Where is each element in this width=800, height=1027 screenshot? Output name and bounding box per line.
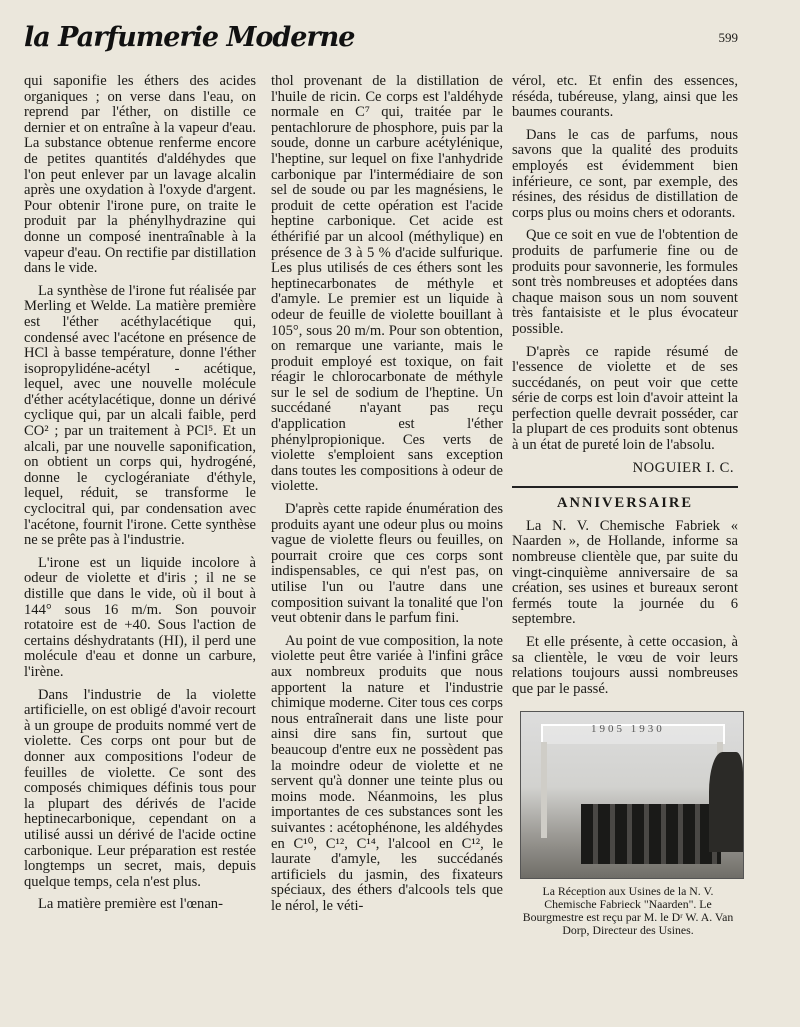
column-1 (24, 74, 256, 920)
paragraph: Dans le cas de parfums, nous savons que la qualité des produits employés est évidemment bien inférieure, ce sont, par exemple, des résines, des résidus de distillation de corps plus ou moins chers et odorants. (512, 126, 738, 221)
paragraph: thol provenant de la distillation de l'huile de ricin. Ce corps est l'aldéhyde normale en C⁷ qui, traitée par le pentachlorure de phosphore, puis par la soude, donne un carbure acétylénique, l'heptine, sur lequel on fixe l'anhydride carbonique par l'intermédiaire de son sel de soude ou par les magnésiens, le produit de cette opération est l'acide heptine carbonique. Cet acide est éthérifié par un alcool (méthylique) en présence de 3 à 5 % d'acide sulfurique. Les plus utilisés de ces éthers sont les heptinecarbonates de méthyle et d'amyle. Le premier est un liquide à odeur de feuille de violette bouillant à 105°, sous 20 m/m. Pour son obtention, on remarque une variante, mais le produit employé est toxique, on fait réagir le chlorocarbonate de méthyle sur le sel de sodium de l'heptine. Un succédané n'ayant pas reçu d'application est l'éther phénylpropionique. Ces verts de violette s'emploient sans exception dans toutes les compositions à odeur de violette. (271, 73, 503, 495)
paragraph: D'après cette rapide énumération des produits ayant une odeur plus ou moins vague de violette fleurs ou feuilles, on pourrait croire que ces corps sont indispensables, ce qui n'est pas, on utilise l'un ou l'autre dans une composition suivant la tonalité que l'on veut obtenir dans le parfum fini. (271, 501, 503, 627)
paragraph: Au point de vue composition, la note violette peut être variée à l'infini grâce aux nombreux produits que nous apportent la nature et l'industrie chimique moderne. Citer tous ces corps nous entraînerait dans une liste pour ainsi dire sans fin, surtout que beaucoup d'entre eux ne possèdent pas la moindre odeur de violette et ne servent qu'à donner une teinte plus ou moins mode. Néanmoins, les plus importantes de ces substances sont les suivantes : acétophénone, les aldéhydes en C¹⁰, C¹², C¹⁴, l'alcool en C¹², le laurate d'amyle, les succédanés artificiels du jasmin, des fixateurs spéciaux, des éthers d'alcools tels que le nérol, le véti- (271, 632, 503, 914)
photo-group-of-people (581, 804, 721, 864)
photo-arch-dates: 1905 1930 (591, 723, 665, 736)
paragraph: D'après ce rapide résumé de l'essence de violette et de ses succédanés, on peut voir que cette série de corps est loin d'avoir atteint la perfection quelle devrait posséder, car la plupart de ces produits sont obtenus à un état de pureté loin de l'absolu. (512, 343, 738, 454)
masthead: la Parfumerie Moderne (24, 22, 355, 53)
paragraph: Que ce soit en vue de l'obtention de produits de parfumerie fine ou de produits pour savonnerie, les formules sont très nombreuses et adoptées dans chaque maison sous un nom souvent très fantaisiste et le plus évocateur possible. (512, 227, 738, 337)
photo-pillar (541, 742, 547, 838)
column-2 (271, 74, 503, 921)
section-heading: ANNIVERSAIRE (557, 495, 693, 512)
paragraph: La N. V. Chemische Fabriek « Naarden », de Hollande, informe sa nombreuse clientèle que, par suite du vingt-cinquième anniversaire de sa création, ses usines et bureaux seront fermés toute la journée du 6 septembre. (512, 517, 738, 628)
photo-caption: La Réception aux Usines de la N. V. Chemische Fabrieck "Naarden". Le Bourgmestre est reçu par M. le Dʳ W. A. Van Dorp, Directeur des Usines. (522, 884, 734, 938)
paragraph: L'irone est un liquide incolore à odeur de violette et d'iris ; il ne se distille que dans le vide, où il bout à 144° sous 16 m/m. Son pouvoir rotatoire est de +40. Sous l'action de certains déshydratants (HI), il perd une molécule d'eau et donne un carbure, l'irène. (24, 554, 256, 680)
paragraph: La matière première est l'œnan- (38, 896, 223, 913)
paragraph: Dans l'industrie de la violette artificielle, on est obligé d'avoir recourt à un groupe de produits nommé vert de violette. Ces corps ont pour but de donner aux compositions l'odeur de feuilles de violette. Ce sont des composés chimiques définis tous pour la plupart des dérivés de l'acide heptinecarbonique, cependant on a utilisé aussi un dérivé de l'acide octine carbonique. Leur préparation est restée longtemps un secret, mais, depuis quelque temps, cela n'est plus. (24, 686, 256, 890)
paragraph: La synthèse de l'irone fut réalisée par Merling et Welde. La matière première est l'éther acéthylacétique qui, condensé avec l'acétone en présence de HCl à basse température, donne l'éther isopropylidéne-acétyl - acétique, lequel, avec une nouvelle molécule d'éther acétylacétique, donne un dérivé cyclique qui, par un alcali faible, perd CO² ; par un traitement à PCl⁵. Et un alcali, par une nouvelle saponification, on obtient un corps qui, hydrogéné, donne le cyclogéraniate d'éthyle, lequel, réduit, se transforme le cyclocitral qui, par condensation avec l'acétone, fournit l'irone. Cette synthèse ne se prête pas à l'industrie. (24, 282, 256, 549)
page-number: 599 (718, 30, 738, 45)
paragraph: vérol, etc. Et enfin des essences, réséda, tubéreuse, ylang, ainsi que les baumes courants. (512, 73, 738, 121)
column-3 (512, 74, 738, 937)
section-divider (512, 486, 738, 488)
photo-tree (709, 752, 743, 852)
paragraph: Et elle présente, à cette occasion, à sa clientèle, le vœu de voir leurs relations toujours aussi nombreuses que par le passé. (512, 634, 738, 697)
paragraph: qui saponifie les éthers des acides organiques ; on verse dans l'eau, on reprend par l'éther, on distille ce dernier et on entraîne à la vapeur d'eau. La substance obtenue renferme encore de petites quantités d'aldéhydes que l'on peut enlever par un lavage alcalin après une oxydation à l'oxyde d'argent. Pour obtenir l'irone pure, on traite le produit par la phénylhydrazine qui donne un composé inentraînable à la vapeur d'eau. On rectifie par distillation dans le vide. (24, 73, 256, 277)
author-signature: NOGUIER I. C. (632, 459, 734, 476)
factory-reception-photo (520, 711, 744, 879)
